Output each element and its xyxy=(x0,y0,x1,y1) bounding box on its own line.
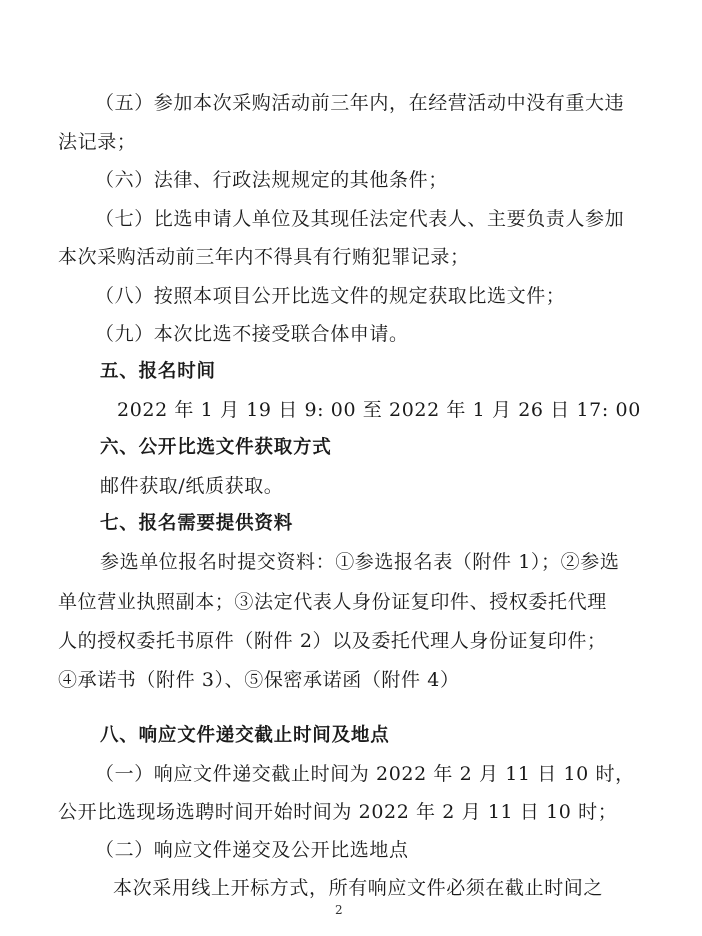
text-line: 邮件获取/纸质获取。 xyxy=(100,475,284,497)
text-line: ④承诺书（附件 3）、⑤保密承诺函（附件 4） xyxy=(58,669,460,691)
text-line: 人的授权委托书原件（附件 2）以及委托代理人身份证复印件； xyxy=(58,630,607,652)
text-line: （五）参加本次采购活动前三年内，在经营活动中没有重大违 xyxy=(95,92,625,114)
text-line: 2022 年 1 月 19 日 9: 00 至 2022 年 1 月 26 日 17: 00 xyxy=(117,399,641,421)
text-line: （七）比选申请人单位及其现任法定代表人、主要负责人参加 xyxy=(95,208,625,230)
text-line: （二）响应文件递交及公开比选地点 xyxy=(95,839,409,861)
section-heading: 五、报名时间 xyxy=(100,361,216,382)
text-line: （九）本次比选不接受联合体申请。 xyxy=(95,323,409,345)
section-heading: 六、公开比选文件获取方式 xyxy=(100,437,332,458)
text-line: 参选单位报名时提交资料：①参选报名表（附件 1）；②参选 xyxy=(100,551,620,573)
section-heading: 七、报名需要提供资料 xyxy=(100,513,294,534)
text-line: （六）法律、行政法规规定的其他条件； xyxy=(95,169,448,191)
page-number: 2 xyxy=(335,903,343,917)
text-line: 单位营业执照副本；③法定代表人身份证复印件、授权委托代理 xyxy=(58,591,607,613)
text-line: 本次采用线上开标方式，所有响应文件必须在截止时间之 xyxy=(113,877,604,899)
section-heading: 八、响应文件递交截止时间及地点 xyxy=(100,725,390,746)
text-line: （一）响应文件递交截止时间为 2022 年 2 月 11 日 10 时， xyxy=(95,763,635,785)
text-line: （八）按照本项目公开比选文件的规定获取比选文件； xyxy=(95,285,566,307)
text-line: 法记录； xyxy=(58,131,137,153)
text-line: 公开比选现场选聘时间开始时间为 2022 年 2 月 11 日 10 时； xyxy=(58,801,618,823)
text-line: 本次采购活动前三年内不得具有行贿犯罪记录； xyxy=(58,246,470,268)
